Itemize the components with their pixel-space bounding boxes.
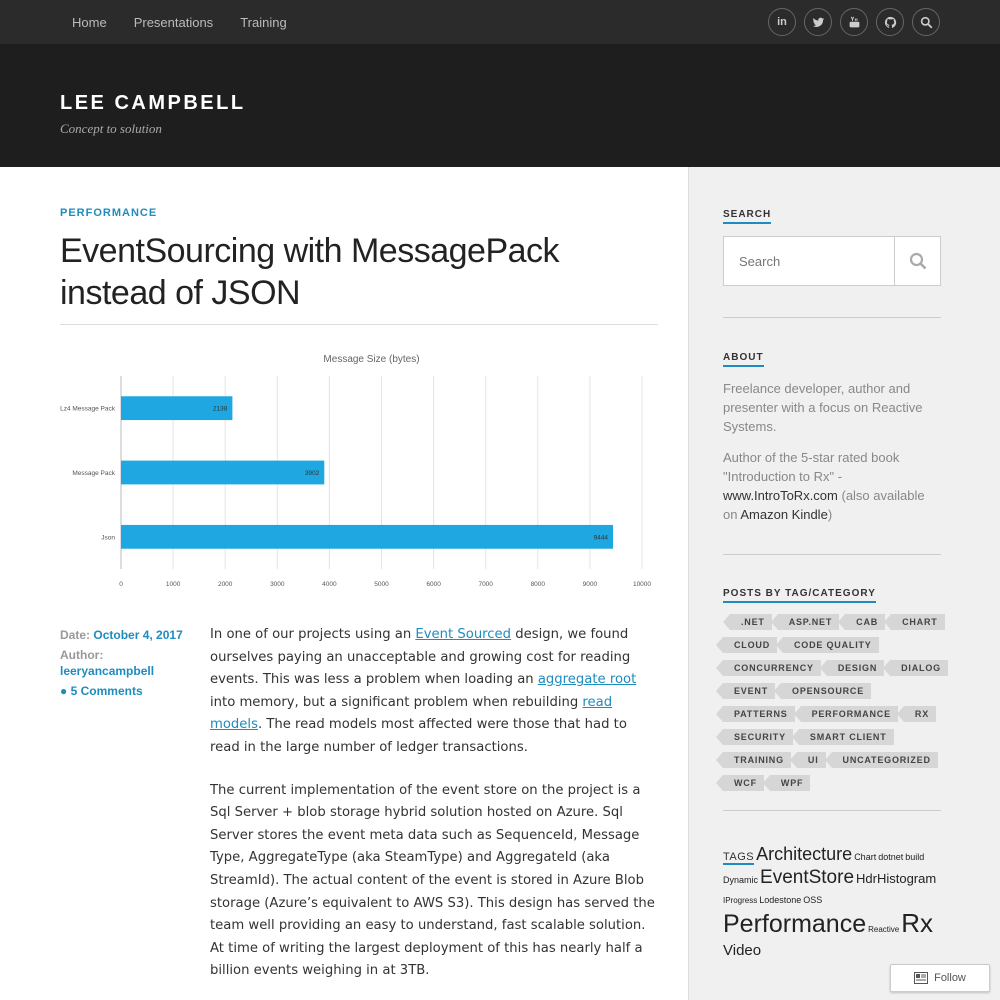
x-tick-label: 3000 (270, 581, 285, 588)
post-category-link[interactable]: PERFORMANCE (60, 207, 158, 219)
sidebar-divider (723, 554, 941, 555)
tag-link[interactable]: CODE QUALITY (783, 637, 879, 653)
tag-link[interactable]: SECURITY (723, 729, 793, 745)
x-tick-label: 8000 (530, 581, 546, 588)
bar (121, 461, 324, 485)
category-label: Lz4 Message Pack (60, 405, 115, 413)
x-tick-label: 6000 (426, 581, 441, 588)
date-label: Date: (60, 628, 91, 642)
tag-cloud-item[interactable]: IProgress (723, 896, 758, 906)
x-tick-label: 5000 (374, 581, 389, 588)
about-text-c: ) (827, 507, 833, 522)
site-header (0, 44, 1000, 167)
about-text (723, 379, 941, 536)
inline-link[interactable]: Event Sourced (415, 627, 512, 642)
tag-link[interactable]: OPENSOURCE (781, 683, 871, 699)
main-menu (72, 0, 287, 44)
tag-link[interactable]: EVENT (723, 683, 775, 699)
tag-cloud-item[interactable]: Performance (723, 910, 867, 939)
tag-link[interactable]: DIALOG (890, 660, 948, 676)
search-icon (909, 252, 927, 270)
about-widget-title: ABOUT (723, 352, 764, 367)
data-label: 9444 (593, 534, 609, 542)
paragraph-text: design, we found ourselves paying an unacceptable and growing cost for reading events. This was less a problem when loading an (210, 627, 631, 688)
youtube-icon[interactable] (840, 8, 868, 36)
tag-link[interactable]: PERFORMANCE (801, 706, 898, 722)
comments-count: 5 Comments (70, 684, 143, 698)
tag-link[interactable]: ASP.NET (778, 614, 839, 630)
github-icon[interactable] (876, 8, 904, 36)
amazon-kindle-link[interactable]: Amazon Kindle (740, 507, 828, 522)
tag-cloud-item[interactable]: Chart (854, 852, 877, 862)
introtorx-link[interactable]: www.IntroToRx.com (723, 488, 838, 503)
data-label: 2138 (212, 405, 228, 413)
tag-link[interactable]: WCF (723, 775, 764, 791)
message-size-chart (60, 350, 660, 590)
category-label: Message Pack (72, 470, 115, 477)
x-tick-label: 7000 (478, 581, 493, 588)
sidebar (688, 167, 1000, 1000)
tag-link[interactable]: DESIGN (827, 660, 884, 676)
tag-cloud-item[interactable]: build (905, 852, 925, 862)
tag-cloud-item[interactable]: Lodestone (759, 895, 802, 906)
nav-presentations[interactable]: Presentations (133, 14, 214, 30)
follow-button[interactable] (890, 964, 990, 992)
tag-cloud-item[interactable]: Architecture (756, 844, 853, 864)
tag-link[interactable]: CAB (845, 614, 885, 630)
category-label: Json (101, 534, 115, 542)
tag-link[interactable]: TRAINING (723, 752, 791, 768)
about-paragraph-2 (723, 448, 941, 524)
data-label: 3902 (304, 470, 320, 477)
follow-label: Follow (934, 972, 966, 984)
tag-cloud-item[interactable]: Rx (901, 908, 934, 939)
tag-cloud-item[interactable]: Video (723, 941, 762, 959)
site-title[interactable]: LEE CAMPBELL (60, 92, 246, 114)
x-tick-label: 1000 (165, 581, 181, 588)
post-meta (60, 627, 200, 703)
about-paragraph-1: Freelance developer, author and presenter with a focus on Reactive Systems. (723, 381, 923, 434)
tag-link[interactable]: UI (797, 752, 826, 768)
post-date-link[interactable]: October 4, 2017 (93, 628, 183, 642)
tag-link[interactable]: RX (904, 706, 936, 722)
x-tick-label: 0 (119, 581, 123, 588)
tag-link[interactable]: CLOUD (723, 637, 777, 653)
post-paragraph (210, 624, 660, 760)
tag-cloud (723, 843, 948, 960)
paragraph-text: In one of our projects using an (210, 627, 416, 642)
site-tagline: Concept to solution (60, 121, 162, 136)
author-label: Author: (60, 648, 104, 662)
paragraph-text: into memory, but a significant problem when rebuilding (210, 694, 583, 710)
comment-icon: ● (60, 684, 68, 698)
x-tick-label: 2000 (217, 581, 233, 588)
inline-link[interactable]: aggregate root (537, 672, 637, 688)
follow-icon (914, 972, 928, 984)
paragraph-text: . The read models most affected were those that had to read in the large number of ledger transactions. (210, 717, 627, 755)
tag-cloud-item[interactable]: dotnet (878, 852, 904, 862)
x-tick-label: 4000 (322, 581, 337, 588)
post-body (210, 624, 660, 1000)
about-text-a: Author of the 5-star rated book "Introduction to Rx" - (723, 450, 900, 484)
main-content (0, 167, 688, 1000)
author-link[interactable]: leeryancampbell (60, 664, 155, 678)
tags-widget-title: POSTS BY TAG/CATEGORY (723, 588, 876, 603)
tag-cloud-item[interactable]: HdrHistogram (856, 871, 937, 887)
tag-link[interactable]: .NET (730, 614, 772, 630)
search-icon[interactable] (912, 8, 940, 36)
tag-cloud-item[interactable]: EventStore (760, 867, 855, 889)
nav-home[interactable]: Home (72, 14, 107, 30)
chart-title: Message Size (bytes) (323, 354, 420, 365)
tag-link[interactable]: PATTERNS (723, 706, 795, 722)
tag-list (723, 614, 948, 791)
tag-link[interactable]: CHART (891, 614, 945, 630)
post-paragraph (210, 780, 660, 983)
paragraph-text: The current implementation of the event store on the project is a Sql Server + blob storage hybrid solution hosted on Azure. Sql Server stores the event meta data such as SequenceId, Message Type, AggregateType (aka SteamType) and AggregateId (aka StreamId). The actual content of the event is stored in Azure Blob storage (Azure’s equivalent to AWS S3). This design has served the team well providing an easy to understand, fast scalable solution. At time of writing the largest deployment of this has nearly half a billion events weighing in at 3TB. (210, 782, 655, 979)
top-navigation (0, 0, 1000, 44)
search-form (723, 236, 941, 286)
tag-cloud-title: TAGS (723, 851, 755, 863)
search-submit-button[interactable] (894, 237, 940, 285)
nav-training[interactable]: Training (240, 14, 287, 30)
linkedin-icon[interactable]: in (768, 8, 796, 36)
comments-link[interactable] (60, 683, 200, 699)
inline-link[interactable]: read models (210, 694, 613, 733)
search-input[interactable] (724, 237, 895, 285)
post-title: EventSourcing with MessagePack instead of JSON (60, 232, 560, 312)
tag-cloud-item[interactable]: OSS (803, 895, 823, 906)
x-tick-label: 10000 (632, 581, 652, 588)
sidebar-divider (723, 317, 941, 318)
sidebar-divider (723, 810, 941, 811)
search-widget-title: SEARCH (723, 209, 771, 224)
twitter-icon[interactable] (804, 8, 832, 36)
title-divider (60, 324, 658, 325)
tag-link[interactable]: UNCATEGORIZED (832, 752, 938, 768)
tag-link[interactable]: SMART CLIENT (799, 729, 894, 745)
tag-cloud-item[interactable]: Dynamic (723, 875, 759, 886)
social-links (768, 8, 940, 36)
about-text-b: (also available on (723, 488, 925, 522)
tag-link[interactable]: WPF (770, 775, 810, 791)
bar (121, 525, 613, 549)
tag-link[interactable]: CONCURRENCY (723, 660, 821, 676)
x-tick-label: 9000 (582, 581, 598, 588)
tag-cloud-item[interactable]: Reactive (868, 925, 900, 935)
